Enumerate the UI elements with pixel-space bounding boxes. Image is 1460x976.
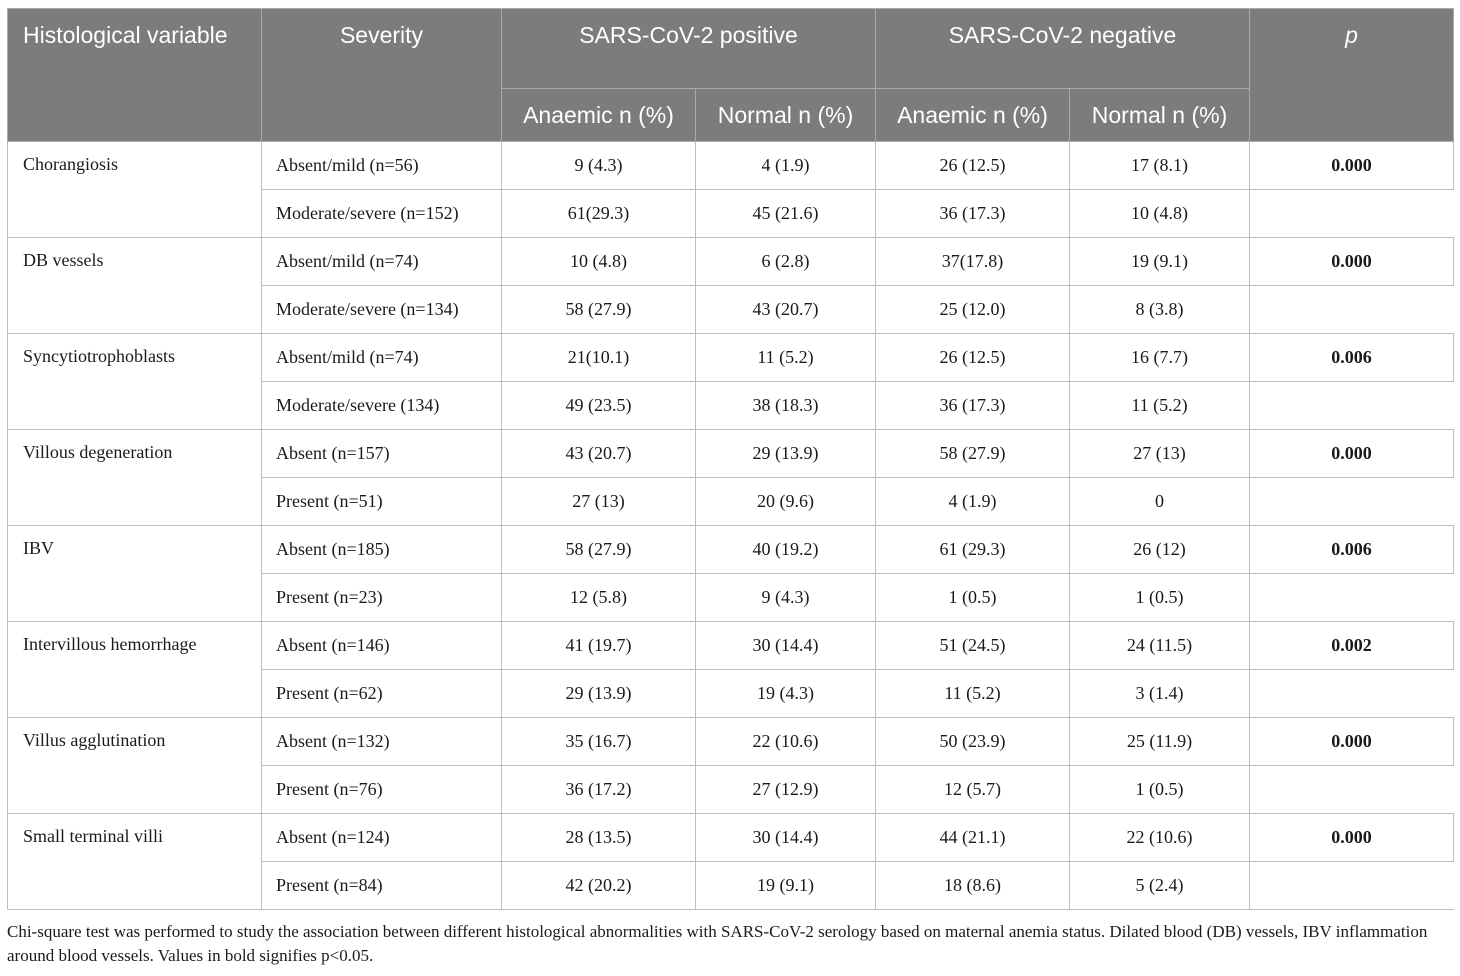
neg-anaemic-cell: 44 (21.1): [876, 814, 1070, 862]
neg-anaemic-cell: 58 (27.9): [876, 430, 1070, 478]
neg-normal-cell: 26 (12): [1070, 526, 1250, 574]
severity-cell: Absent (n=146): [262, 622, 502, 670]
variable-cell: IBV: [8, 526, 262, 622]
severity-cell: Present (n=76): [262, 766, 502, 814]
pos-normal-cell: 45 (21.6): [696, 190, 876, 238]
header-negative-normal: Normal n (%): [1070, 89, 1250, 142]
table-footnote: Chi-square test was performed to study the association between different histological abnormalities with SARS-CoV-2 serology based on maternal anemia status. Dilated blood (DB) vessels, IBV inflammation around blood vessels. Values in bold signifies p<0.05.: [7, 922, 1428, 965]
neg-normal-cell: 10 (4.8): [1070, 190, 1250, 238]
pos-anaemic-cell: 58 (27.9): [502, 526, 696, 574]
table-row: [8, 718, 1454, 766]
header-sars-negative: SARS-CoV-2 negative: [876, 9, 1250, 89]
p-value-cell: 0.006: [1250, 334, 1454, 382]
pos-normal-cell: 11 (5.2): [696, 334, 876, 382]
variable-cell: Villous degeneration: [8, 430, 262, 526]
p-value-empty-cell: [1250, 190, 1454, 238]
table-row: [8, 430, 1454, 478]
pos-anaemic-cell: 42 (20.2): [502, 862, 696, 910]
pos-normal-cell: 22 (10.6): [696, 718, 876, 766]
pos-normal-cell: 30 (14.4): [696, 814, 876, 862]
header-row-top: [8, 9, 1454, 89]
p-value-cell: 0.000: [1250, 718, 1454, 766]
p-value-empty-cell: [1250, 286, 1454, 334]
header-histological-variable: Histological variable: [8, 9, 262, 142]
neg-normal-cell: 0: [1070, 478, 1250, 526]
table-body: [8, 142, 1454, 910]
p-value-empty-cell: [1250, 478, 1454, 526]
neg-anaemic-cell: 61 (29.3): [876, 526, 1070, 574]
severity-cell: Absent/mild (n=74): [262, 334, 502, 382]
table-row: [8, 814, 1454, 862]
pos-normal-cell: 4 (1.9): [696, 142, 876, 190]
neg-normal-cell: 22 (10.6): [1070, 814, 1250, 862]
severity-cell: Moderate/severe (n=134): [262, 286, 502, 334]
table-row: [8, 622, 1454, 670]
header-sars-positive: SARS-CoV-2 positive: [502, 9, 876, 89]
header-negative-anaemic: Anaemic n (%): [876, 89, 1070, 142]
table-row: [8, 526, 1454, 574]
neg-normal-cell: 11 (5.2): [1070, 382, 1250, 430]
variable-cell: DB vessels: [8, 238, 262, 334]
severity-cell: Present (n=62): [262, 670, 502, 718]
pos-normal-cell: 40 (19.2): [696, 526, 876, 574]
p-value-cell: 0.006: [1250, 526, 1454, 574]
p-value-cell: 0.002: [1250, 622, 1454, 670]
neg-anaemic-cell: 50 (23.9): [876, 718, 1070, 766]
p-value-cell: 0.000: [1250, 238, 1454, 286]
header-positive-anaemic: Anaemic n (%): [502, 89, 696, 142]
pos-normal-cell: 20 (9.6): [696, 478, 876, 526]
p-value-cell: 0.000: [1250, 430, 1454, 478]
variable-cell: Villus agglutination: [8, 718, 262, 814]
neg-anaemic-cell: 26 (12.5): [876, 334, 1070, 382]
header-severity: Severity: [262, 9, 502, 142]
variable-cell: Chorangiosis: [8, 142, 262, 238]
neg-normal-cell: 24 (11.5): [1070, 622, 1250, 670]
severity-cell: Absent/mild (n=56): [262, 142, 502, 190]
severity-cell: Present (n=84): [262, 862, 502, 910]
severity-cell: Present (n=23): [262, 574, 502, 622]
neg-anaemic-cell: 51 (24.5): [876, 622, 1070, 670]
p-value-empty-cell: [1250, 862, 1454, 910]
pos-anaemic-cell: 9 (4.3): [502, 142, 696, 190]
pos-anaemic-cell: 21(10.1): [502, 334, 696, 382]
neg-normal-cell: 8 (3.8): [1070, 286, 1250, 334]
neg-normal-cell: 3 (1.4): [1070, 670, 1250, 718]
neg-normal-cell: 25 (11.9): [1070, 718, 1250, 766]
pos-anaemic-cell: 28 (13.5): [502, 814, 696, 862]
pos-anaemic-cell: 43 (20.7): [502, 430, 696, 478]
table-row: [8, 334, 1454, 382]
variable-cell: Intervillous hemorrhage: [8, 622, 262, 718]
neg-anaemic-cell: 4 (1.9): [876, 478, 1070, 526]
pos-anaemic-cell: 29 (13.9): [502, 670, 696, 718]
neg-anaemic-cell: 36 (17.3): [876, 190, 1070, 238]
neg-anaemic-cell: 11 (5.2): [876, 670, 1070, 718]
results-table: [7, 8, 1454, 910]
table-row: [8, 142, 1454, 190]
neg-normal-cell: 16 (7.7): [1070, 334, 1250, 382]
pos-anaemic-cell: 41 (19.7): [502, 622, 696, 670]
pos-anaemic-cell: 12 (5.8): [502, 574, 696, 622]
severity-cell: Absent/mild (n=74): [262, 238, 502, 286]
pos-normal-cell: 19 (9.1): [696, 862, 876, 910]
severity-cell: Absent (n=132): [262, 718, 502, 766]
neg-normal-cell: 1 (0.5): [1070, 766, 1250, 814]
pos-anaemic-cell: 49 (23.5): [502, 382, 696, 430]
pos-anaemic-cell: 35 (16.7): [502, 718, 696, 766]
p-value-cell: 0.000: [1250, 142, 1454, 190]
table-row: [8, 238, 1454, 286]
neg-anaemic-cell: 26 (12.5): [876, 142, 1070, 190]
pos-normal-cell: 19 (4.3): [696, 670, 876, 718]
p-value-empty-cell: [1250, 382, 1454, 430]
header-positive-normal: Normal n (%): [696, 89, 876, 142]
severity-cell: Absent (n=157): [262, 430, 502, 478]
neg-anaemic-cell: 25 (12.0): [876, 286, 1070, 334]
severity-cell: Moderate/severe (134): [262, 382, 502, 430]
neg-normal-cell: 17 (8.1): [1070, 142, 1250, 190]
pos-normal-cell: 43 (20.7): [696, 286, 876, 334]
neg-normal-cell: 5 (2.4): [1070, 862, 1250, 910]
p-value-empty-cell: [1250, 670, 1454, 718]
pos-normal-cell: 29 (13.9): [696, 430, 876, 478]
severity-cell: Absent (n=185): [262, 526, 502, 574]
severity-cell: Absent (n=124): [262, 814, 502, 862]
pos-anaemic-cell: 61(29.3): [502, 190, 696, 238]
pos-normal-cell: 6 (2.8): [696, 238, 876, 286]
neg-anaemic-cell: 36 (17.3): [876, 382, 1070, 430]
neg-normal-cell: 1 (0.5): [1070, 574, 1250, 622]
severity-cell: Present (n=51): [262, 478, 502, 526]
pos-anaemic-cell: 58 (27.9): [502, 286, 696, 334]
pos-anaemic-cell: 27 (13): [502, 478, 696, 526]
neg-normal-cell: 19 (9.1): [1070, 238, 1250, 286]
header-p-value: p: [1250, 9, 1454, 142]
variable-cell: Syncytiotrophoblasts: [8, 334, 262, 430]
pos-anaemic-cell: 10 (4.8): [502, 238, 696, 286]
p-value-cell: 0.000: [1250, 814, 1454, 862]
pos-anaemic-cell: 36 (17.2): [502, 766, 696, 814]
variable-cell: Small terminal villi: [8, 814, 262, 910]
pos-normal-cell: 27 (12.9): [696, 766, 876, 814]
severity-cell: Moderate/severe (n=152): [262, 190, 502, 238]
pos-normal-cell: 9 (4.3): [696, 574, 876, 622]
neg-anaemic-cell: 12 (5.7): [876, 766, 1070, 814]
neg-normal-cell: 27 (13): [1070, 430, 1250, 478]
pos-normal-cell: 38 (18.3): [696, 382, 876, 430]
neg-anaemic-cell: 37(17.8): [876, 238, 1070, 286]
neg-anaemic-cell: 18 (8.6): [876, 862, 1070, 910]
p-value-empty-cell: [1250, 766, 1454, 814]
p-value-empty-cell: [1250, 574, 1454, 622]
neg-anaemic-cell: 1 (0.5): [876, 574, 1070, 622]
pos-normal-cell: 30 (14.4): [696, 622, 876, 670]
